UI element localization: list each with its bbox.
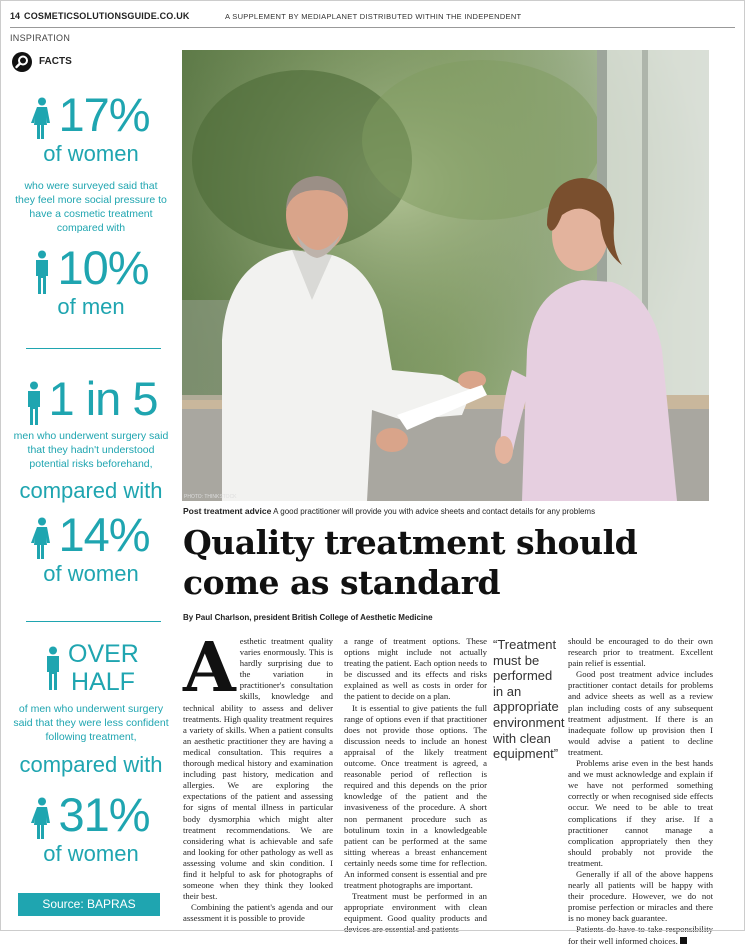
divider (26, 348, 161, 349)
stat3-description: men who underwent surgery said that they hadn't understood potential risks beforehand, (13, 429, 169, 470)
stat-women-pressure (8, 90, 174, 235)
photo-credit: PHOTO: THINKSTOCK (184, 494, 237, 500)
article-column-2 (344, 636, 487, 936)
man-icon (25, 381, 43, 425)
pull-quote: “Treatment must be performed in an appropriate environment with clean equipment” (493, 637, 565, 762)
woman-icon (32, 97, 52, 141)
paragraph: Combining the patient's agenda and our assessment it is possible to provide (183, 902, 333, 924)
page-header (10, 10, 735, 24)
page-number: 14 (10, 11, 21, 21)
facts-label: FACTS (39, 56, 72, 67)
paragraph: Good post treatment advice includes practitioner contact details for problems and advice sheets as well as a review plan including costs of any subsequent treatment adjustment. If there is an inadequate follow up provision then I would advise a patient to decline treatment. (568, 669, 713, 757)
article-headline: Quality treatment should come as standard (183, 523, 638, 602)
byline: By Paul Charlson, president British College of Aesthetic Medicine (183, 613, 433, 622)
woman-icon (32, 517, 52, 561)
stat5-value: OVER HALF (68, 640, 139, 696)
stat-men-risks (8, 374, 174, 504)
drop-cap: A (183, 628, 236, 708)
divider (26, 621, 161, 622)
paragraph: Treatment must be performed in an appropriate environment with clean equipment. Good quality products and devices are essential and patients (344, 891, 487, 935)
stat3-value: 1 in 5 (48, 372, 158, 425)
stat2-value: 10% (57, 241, 149, 294)
stat3-compared: compared with (19, 477, 163, 503)
paragraph: Problems arise even in the best hands and we must acknowledge and explain if we have not performed something correctly or when recognised side effects occur. We need to be able to treat complications if they arise. If a practitioner cannot manage a complication appropriately then they should probably not provide the treatment. (568, 758, 713, 868)
paragraph: It is essential to give patients the full range of options even if that practitioner does not provide those options. The discussion needs to include an honest appraisal of the likely treatment outcome. Once treatment is agreed, a reasonable period of reflection is required and this depends on the prior knowledge of the patient and the invasiveness of the procedure. A short non permanent procedure such as botulinum toxin in a knowledgeable patient can be performed at the same sitting whereas a breast enhancement certainly needs some time for reflection. An informed consent is essential and pre treatment photographs are important. (344, 702, 487, 891)
stat4-value: 14% (58, 508, 150, 561)
paragraph: Generally if all of the above happens nearly all patients will be happy with their procedure. However, we do not promise perfection or miracles and there is no money back guarantee. (568, 868, 713, 924)
stat5-description: of men who underwent surgery said that they were less confident following treatment, (13, 703, 169, 743)
stat-women-risks (8, 510, 174, 587)
paragraph: esthetic treatment quality varies enormously. This is hardly surprising due to the variation in practitioner's consultation skills, knowledge and technical ability to assess and deliver treatments. High quality treatment requires a variety of skills. When a patient consults an aesthetic practitioner they are having a medical consultation. This requires a thorough medical history and examination including past history, medication and allergies. We are exploring the expectations of the patient and assessing for signs of mental illness in particular body dysmorphia which might alter treatment recommendations. We are considering what is achievable and safe and looking for other pathology as well as assessing volume and skin condition. I find it helpful to ask for photographs of someone when they think they looked their best. (183, 636, 333, 902)
magnifier-icon (12, 52, 32, 72)
man-icon (44, 646, 62, 690)
stat-women-confidence (8, 790, 174, 867)
man-icon (33, 250, 51, 294)
woman-icon (32, 797, 52, 841)
consultation-photo (182, 50, 709, 501)
caption-text: A good practitioner will provide you with advice sheets and contact details for any problems (273, 507, 596, 516)
article-column-1 (183, 628, 333, 924)
photo-caption (183, 506, 713, 516)
stat6-value: 31% (58, 788, 150, 841)
final-paragraph: Patients do have to take responsibility for their well informed choices. (568, 924, 713, 946)
stat-men-pressure (8, 243, 174, 320)
stat4-unit: of women (43, 560, 139, 586)
article-column-3 (568, 636, 713, 947)
stat1-description: who were surveyed said that they feel more social pressure to have a cosmetic treatment compared with (15, 179, 167, 234)
stat2-unit: of men (57, 293, 125, 319)
supplement-line: A SUPPLEMENT BY MEDIAPLANET DISTRIBUTED WITHIN THE INDEPENDENT (225, 12, 522, 21)
caption-title: Post treatment advice (183, 506, 272, 516)
stat1-unit: of women (43, 140, 139, 166)
site-name: COSMETICSOLUTIONSGUIDE.CO.UK (24, 11, 190, 21)
stat1-value: 17% (58, 88, 150, 141)
header-rule (10, 27, 735, 28)
end-mark-icon (680, 937, 687, 944)
stat-men-confidence (8, 640, 174, 778)
paragraph (568, 924, 713, 946)
stat6-unit: of women (43, 840, 139, 866)
source-badge: Source: BAPRAS (18, 893, 160, 916)
paragraph: should be encouraged to do their own research prior to treatment. Excellent pain relief is essential. (568, 636, 713, 669)
paragraph: a range of treatment options. These options might include not actually treating the patient. Each option needs to be discussed and its effects and risks explained as well as costs in order for the patient to decide on a plan. (344, 636, 487, 702)
section-label: INSPIRATION (10, 33, 71, 43)
stat5-compared: compared with (19, 752, 163, 777)
